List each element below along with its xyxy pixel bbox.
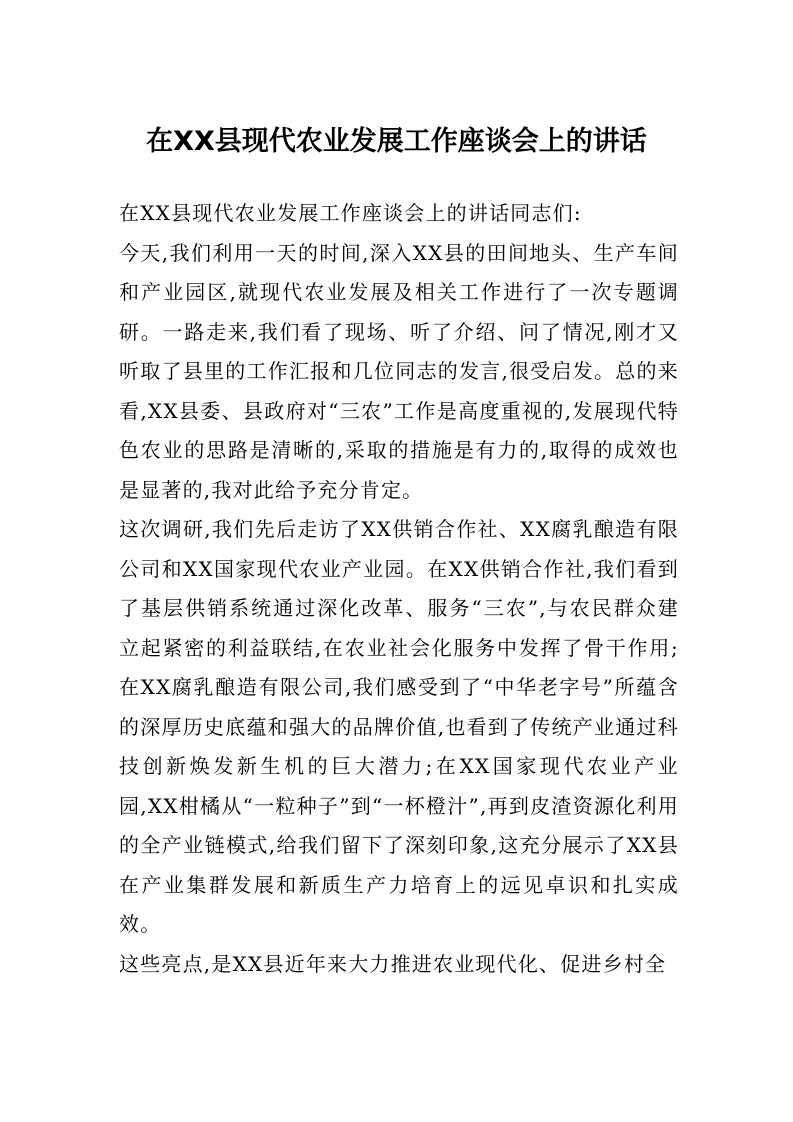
paragraph: 在XX县现代农业发展工作座谈会上的讲话同志们: bbox=[119, 201, 582, 225]
paragraph: 今天,我们利用一天的时间,深入XX县的田间地头、生产车间和产业园区,就现代农业发展及相关工作进行了一次专题调研。一路走来,我们看了现场、听了介绍、问了情况,刚才又听取了县里的工作汇报和几位同志的发言,很受启发。总的来看,XX县委、县政府对“三农”工作是高度重视的,发展现代特色农业的思路是清晰的,采取的措施是有力的,取得的成效也是显著的,我对此给予充分肯定。 bbox=[119, 240, 679, 502]
paragraph: 这次调研,我们先后走访了XX供销合作社、XX腐乳酿造有限公司和XX国家现代农业产业园。在XX供销合作社,我们看到了基层供销系统通过深化改革、服务“三农”,与农民群众建立起紧密的利益联结,在农业社会化服务中发挥了骨干作用;在XX腐乳酿造有限公司,我们感受到了“中华老字号”所蕴含的深厚历史底蕴和强大的品牌价值,也看到了传统产业通过科技创新焕发新生机的巨大潜力;在XX国家现代农业产业园,XX柑橘从“一粒种子”到“一杯橙汁”,再到皮渣资源化利用的全产业链模式,给我们留下了深刻印象,这充分展示了XX县在产业集群发展和新质生产力培育上的远见卓识和扎实成效。 bbox=[119, 517, 679, 936]
document-title: 在XX县现代农业发展工作座谈会上的讲话 bbox=[146, 126, 647, 157]
paragraph: 这些亮点,是XX县近年来大力推进农业现代化、促进乡村全 bbox=[119, 951, 667, 976]
document-body bbox=[119, 194, 679, 984]
